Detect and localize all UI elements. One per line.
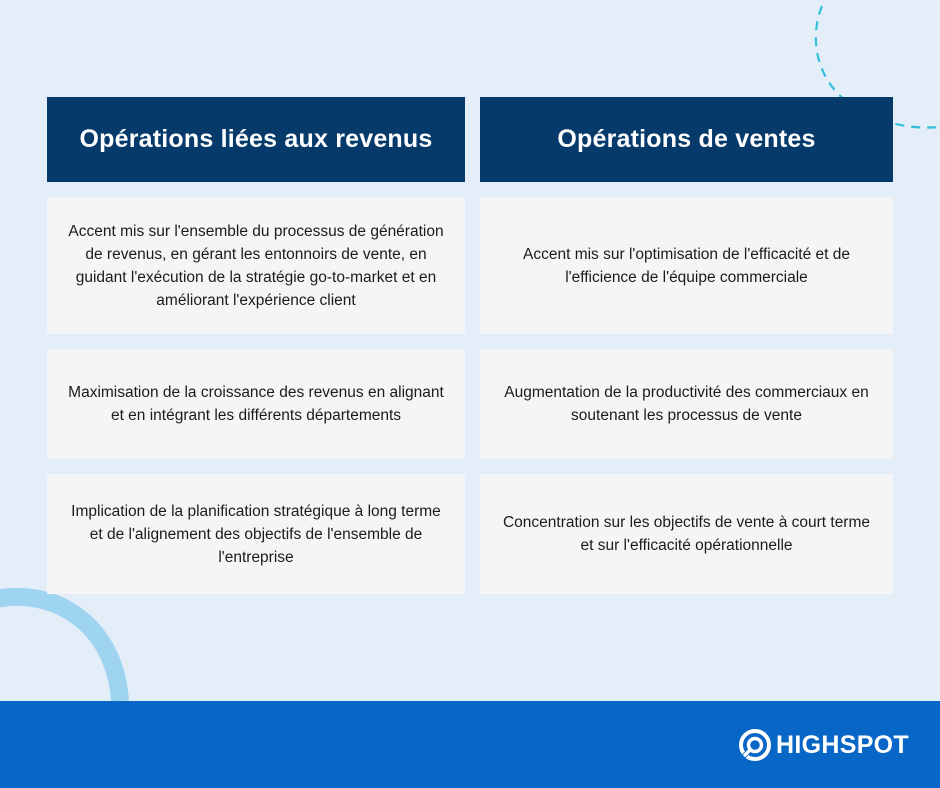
highspot-logo bbox=[738, 728, 909, 762]
solid-arc-decoration bbox=[0, 597, 120, 701]
revenue-ops-item-2: Maximisation de la croissance des revenus en alignant et en intégrant les différents départements bbox=[47, 349, 465, 459]
revenue-ops-item-3: Implication de la planification stratégique à long terme et de l'alignement des objectifs de l'ensemble de l'entreprise bbox=[47, 474, 465, 594]
highspot-logo-icon bbox=[738, 728, 772, 762]
sales-ops-item-1: Accent mis sur l'optimisation de l'efficacité et de l'efficience de l'équipe commerciale bbox=[480, 197, 893, 334]
sales-ops-item-2: Augmentation de la productivité des commerciaux en soutenant les processus de vente bbox=[480, 349, 893, 459]
sales-ops-item-3: Concentration sur les objectifs de vente à court terme et sur l'efficacité opérationnelle bbox=[480, 474, 893, 594]
revenue-ops-item-1: Accent mis sur l'ensemble du processus de génération de revenus, en gérant les entonnoirs de vente, en guidant l'exécution de la stratégie go-to-market et en améliorant l'expérience client bbox=[47, 197, 465, 334]
column-header-sales-ops: Opérations de ventes bbox=[480, 97, 893, 182]
column-header-revenue-ops: Opérations liées aux revenus bbox=[47, 97, 465, 182]
brand-name: HIGHSPOT bbox=[776, 731, 909, 759]
